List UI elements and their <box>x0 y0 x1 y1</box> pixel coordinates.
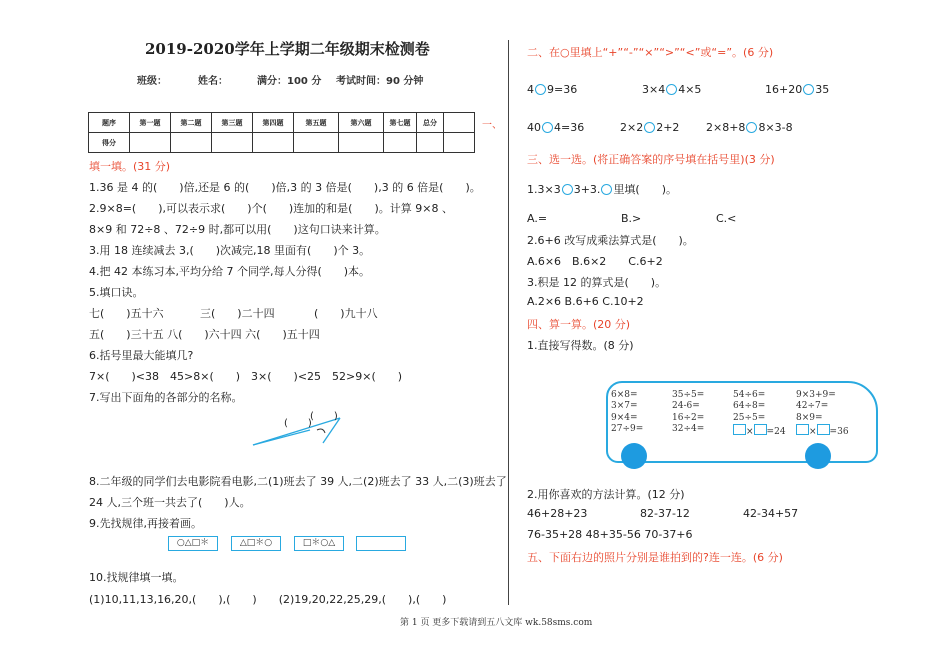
question-5-item: ( )九十八 <box>314 307 378 320</box>
angle-label: ( ) <box>310 411 338 422</box>
class-label: 班级： <box>137 76 167 87</box>
page-footer: 第 1 页 更多下载请到五八文库 wk.58sms.com <box>400 618 593 628</box>
calc-question-1: 1.直接写得数。(8 分) <box>527 339 634 352</box>
compare-right: 2+2 <box>656 121 680 134</box>
section-5-title: 五、下面右边的照片分别是谁拍到的?连一连。(6 分) <box>527 551 783 564</box>
calc-item: 6×8= <box>611 390 638 400</box>
calc-question-2: 2.用你喜欢的方法计算。(12 分) <box>527 488 685 501</box>
calc-item: 32÷4= <box>672 423 705 434</box>
calc-item: 35÷5= <box>672 390 705 400</box>
compare-left: 3×4 <box>642 83 666 96</box>
choice-option: B.> <box>621 212 642 225</box>
calc-expression: 46+28+23 <box>527 507 588 520</box>
calc-item: 27÷9= <box>611 423 644 434</box>
choice-option: C.< <box>716 212 737 225</box>
choice-options-3: A.2×6 B.6+6 C.10+2 <box>527 295 644 308</box>
choice-options-2: A.6×6 B.6×2 C.6+2 <box>527 255 663 268</box>
calc-expression-row: 76-35+28 48+35-56 70-37+6 <box>527 528 693 541</box>
compare-left: 16+20 <box>765 83 803 96</box>
score-table <box>88 112 475 153</box>
angle-arc <box>317 429 325 433</box>
choice-text: 里填( )。 <box>613 183 678 196</box>
table-cell: 总分 <box>417 113 444 133</box>
question-2-line-2: 8×9 和 72÷8 、72÷9 时,都可以用( )这句口诀来计算。 <box>89 223 386 236</box>
compare-item <box>642 83 701 96</box>
choice-option: A.= <box>527 212 548 225</box>
question-6: 6.括号里最大能填几? <box>89 349 194 362</box>
page-title: 2019-2020学年上学期二年级期末检测卷 <box>145 40 430 58</box>
choice-question-1 <box>527 181 677 197</box>
blank-square-icon[interactable] <box>817 424 830 435</box>
name-label: 姓名： <box>198 76 228 87</box>
calc-item: 3×7= <box>611 401 638 412</box>
section-3-title: 三、选一选。(将正确答案的序号填在括号里)(3 分) <box>527 153 775 166</box>
section-2-title: 二、在○里填上“+”“-”“×”“>”“<”或“=”。(6 分) <box>527 46 774 59</box>
calc-box-equation <box>733 424 786 438</box>
question-1: 1.36 是 4 的( )倍,还是 6 的( )倍,3 的 3 倍是( ),3 的 6 倍是( )。 <box>89 181 481 194</box>
calc-item: 25÷5= <box>733 412 766 423</box>
calc-item: 24-6= <box>672 401 700 412</box>
compare-item <box>620 121 679 134</box>
table-cell <box>444 113 475 133</box>
times-sign: × <box>809 426 817 437</box>
blank-circle-icon[interactable] <box>562 184 573 195</box>
table-cell: 第三题 <box>212 113 253 133</box>
table-cell[interactable] <box>171 133 212 153</box>
blank-circle-icon[interactable] <box>644 122 655 133</box>
section-4-title: 四、算一算。(20 分) <box>527 318 631 331</box>
table-cell[interactable] <box>444 133 475 153</box>
compare-right: 9=36 <box>547 83 578 96</box>
table-cell[interactable] <box>294 133 339 153</box>
blank-circle-icon[interactable] <box>535 84 546 95</box>
margin-mark: 一、 <box>482 120 502 131</box>
table-cell[interactable] <box>253 133 294 153</box>
table-cell: 第一题 <box>130 113 171 133</box>
calc-expression: 82-37-12 <box>640 507 690 520</box>
question-5-item: 三( )二十四 <box>200 307 275 320</box>
table-cell: 第六题 <box>339 113 384 133</box>
calc-expression: 42-34+57 <box>743 507 799 520</box>
table-cell[interactable] <box>339 133 384 153</box>
time-label: 考试时间：90 分钟 <box>336 76 424 87</box>
compare-left: 2×2 <box>620 121 644 134</box>
choice-question-2: 2.6+6 改写成乘法算式是( )。 <box>527 234 694 247</box>
compare-left: 4 <box>527 83 534 96</box>
pattern-box: ○△□＊ <box>168 536 218 551</box>
choice-question-3: 3.积是 12 的算式是( )。 <box>527 276 667 289</box>
question-5-item: 七( )五十六 <box>89 307 164 320</box>
compare-item <box>765 83 829 96</box>
calc-item: 64÷8= <box>733 401 766 412</box>
blank-square-icon[interactable] <box>754 424 767 435</box>
angle-label: ( ) <box>284 418 312 429</box>
question-4: 4.把 42 本练习本,平均分给 7 个同学,每人分得( )本。 <box>89 265 371 278</box>
question-2-line-1: 2.9×8=( ),可以表示求( )个( )连加的和是( )。计算 9×8 、 <box>89 202 453 215</box>
blank-square-icon[interactable] <box>733 424 746 435</box>
question-8-line-1: 8.二年级的同学们去电影院看电影,二(1)班去了 39 人,二(2)班去了 33 人,二(3)班去了 <box>89 475 507 488</box>
calc-item: 16÷2= <box>672 412 705 423</box>
question-5-row-2: 五( )三十五 八( )六十四 六( )五十四 <box>89 328 320 341</box>
question-6-line: 7×( )<38 45>8×( ) 3×( )<25 52>9×( ) <box>89 370 403 383</box>
table-cell: 第二题 <box>171 113 212 133</box>
score-table-header-row <box>89 113 475 133</box>
score-table-score-row <box>89 133 475 153</box>
blank-circle-icon[interactable] <box>803 84 814 95</box>
question-7: 7.写出下面角的各部分的名称。 <box>89 391 243 404</box>
blank-circle-icon[interactable] <box>666 84 677 95</box>
compare-right: 35 <box>815 83 830 96</box>
compare-right: 4=36 <box>554 121 585 134</box>
compare-right: 4×5 <box>678 83 702 96</box>
question-5: 5.填口诀。 <box>89 286 144 299</box>
calc-item: 9×4= <box>611 412 638 423</box>
choice-text: 1.3×3 <box>527 183 561 196</box>
question-3: 3.用 18 连续减去 3,( )次减完,18 里面有( )个 3。 <box>89 244 371 257</box>
bus-wheel-icon <box>805 443 831 469</box>
pattern-answer-box[interactable] <box>356 536 406 551</box>
compare-right: 8×3-8 <box>758 121 793 134</box>
choice-text: 3+3. <box>573 183 601 196</box>
table-cell[interactable] <box>384 133 417 153</box>
calc-item: 9×3+9= <box>796 390 836 400</box>
calc-item: 42÷7= <box>796 401 829 412</box>
blank-circle-icon[interactable] <box>542 122 553 133</box>
question-8-line-2: 24 人,三个班一共去了( )人。 <box>89 496 251 509</box>
table-cell[interactable] <box>212 133 253 153</box>
angle-ray <box>253 430 310 445</box>
calc-item: 8×9= <box>796 412 823 423</box>
bus-wheel-icon <box>621 443 647 469</box>
calc-column <box>733 390 786 438</box>
table-cell: 第五题 <box>294 113 339 133</box>
compare-item <box>527 121 584 134</box>
calc-item: 54÷6= <box>733 390 766 400</box>
table-cell[interactable] <box>130 133 171 153</box>
calc-result: =36 <box>829 426 849 437</box>
blank-circle-icon <box>601 184 612 195</box>
compare-left: 40 <box>527 121 541 134</box>
pattern-box: △□＊○ <box>231 536 281 551</box>
compare-item <box>706 121 793 134</box>
calc-column <box>796 390 849 438</box>
calc-column <box>611 390 643 435</box>
score-label: 满分：100 分 <box>257 76 322 87</box>
compare-item <box>527 83 577 96</box>
calc-box-equation <box>796 424 849 438</box>
question-10: 10.找规律填一填。 <box>89 571 184 584</box>
column-divider <box>508 40 509 605</box>
calc-column <box>672 390 704 435</box>
question-9: 9.先找规律,再接着画。 <box>89 517 202 530</box>
pattern-box: □＊○△ <box>294 536 344 551</box>
blank-circle-icon[interactable] <box>746 122 757 133</box>
calc-result: =24 <box>766 426 786 437</box>
blank-square-icon[interactable] <box>796 424 809 435</box>
compare-left: 2×8+8 <box>706 121 746 134</box>
table-cell: 题序 <box>89 113 130 133</box>
angle-diagram <box>245 400 355 460</box>
times-sign: × <box>746 426 754 437</box>
question-10-line: (1)10,11,13,16,20,( ),( ) (2)19,20,22,25,29,( ),( ) <box>89 593 447 606</box>
table-cell: 第四题 <box>253 113 294 133</box>
table-cell: 第七题 <box>384 113 417 133</box>
section-1-title: 填一填。(31 分) <box>89 160 171 173</box>
table-cell: 得分 <box>89 133 130 153</box>
table-cell[interactable] <box>417 133 444 153</box>
